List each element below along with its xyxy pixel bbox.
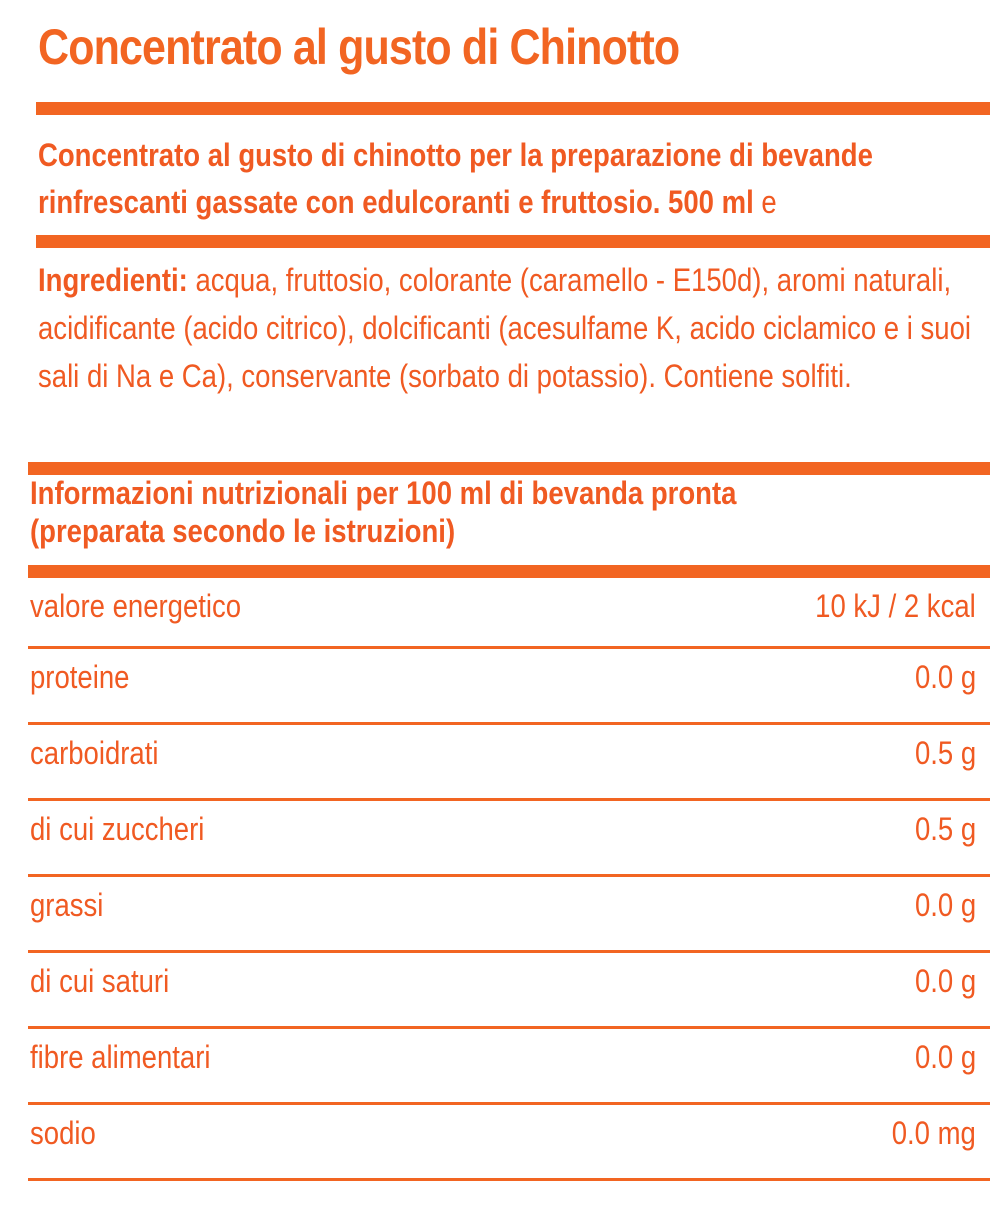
nutrient-name: sodio [30,1115,96,1151]
table-row [28,953,990,1029]
table-row [28,1029,990,1105]
nutrient-name: fibre alimentari [30,1039,211,1075]
description-text: Concentrato al gusto di chinotto per la preparazione di bevande rinfrescanti gassate con edulcoranti e fruttosio. 500 ml [38,137,873,220]
nutrient-value: 0.0 g [914,659,976,695]
table-row [28,1105,990,1181]
ingredients-block [38,256,990,400]
nutrient-value: 0.0 g [914,1039,976,1075]
table-row [28,801,990,877]
divider-nutrition [28,565,990,578]
nutrition-table [28,578,990,1181]
divider-top [36,102,990,115]
nutrient-name: di cui saturi [30,963,170,999]
ingredients-text: acqua, fruttosio, colorante (caramello - E150d), aromi naturali, acidificante (acido citrico), dolcificanti (acesulfame K, acido ciclamico e i suoi sali di Na e Ca), conservante (sorbato di potassio). Contiene solfiti. [38,262,972,394]
nutrient-name: di cui zuccheri [30,811,205,847]
table-row [28,725,990,801]
ingredients-label: Ingredienti: [38,262,188,298]
nutrient-value: 0.0 g [914,887,976,923]
nutrient-name: proteine [30,659,130,695]
product-title: Concentrato al gusto di Chinotto [38,19,680,75]
divider-middle [36,235,990,248]
nutrient-value: 0.0 mg [891,1115,976,1151]
product-description [38,132,941,226]
nutrient-value: 10 kJ / 2 kcal [815,588,976,624]
nutrition-heading-line2: (preparata secondo le istruzioni) [30,513,456,549]
nutrition-heading-line1: Informazioni nutrizionali per 100 ml di bevanda pronta [30,475,737,511]
nutrient-value: 0.5 g [914,811,976,847]
nutrition-heading [30,474,976,550]
table-row [28,578,990,649]
description-tail: e [753,184,777,220]
nutrient-name: valore energetico [30,588,242,624]
nutrient-value: 0.0 g [914,963,976,999]
nutrient-name: grassi [30,887,104,923]
nutrient-name: carboidrati [30,735,159,771]
table-row [28,649,990,725]
nutrient-value: 0.5 g [914,735,976,771]
table-row [28,877,990,953]
